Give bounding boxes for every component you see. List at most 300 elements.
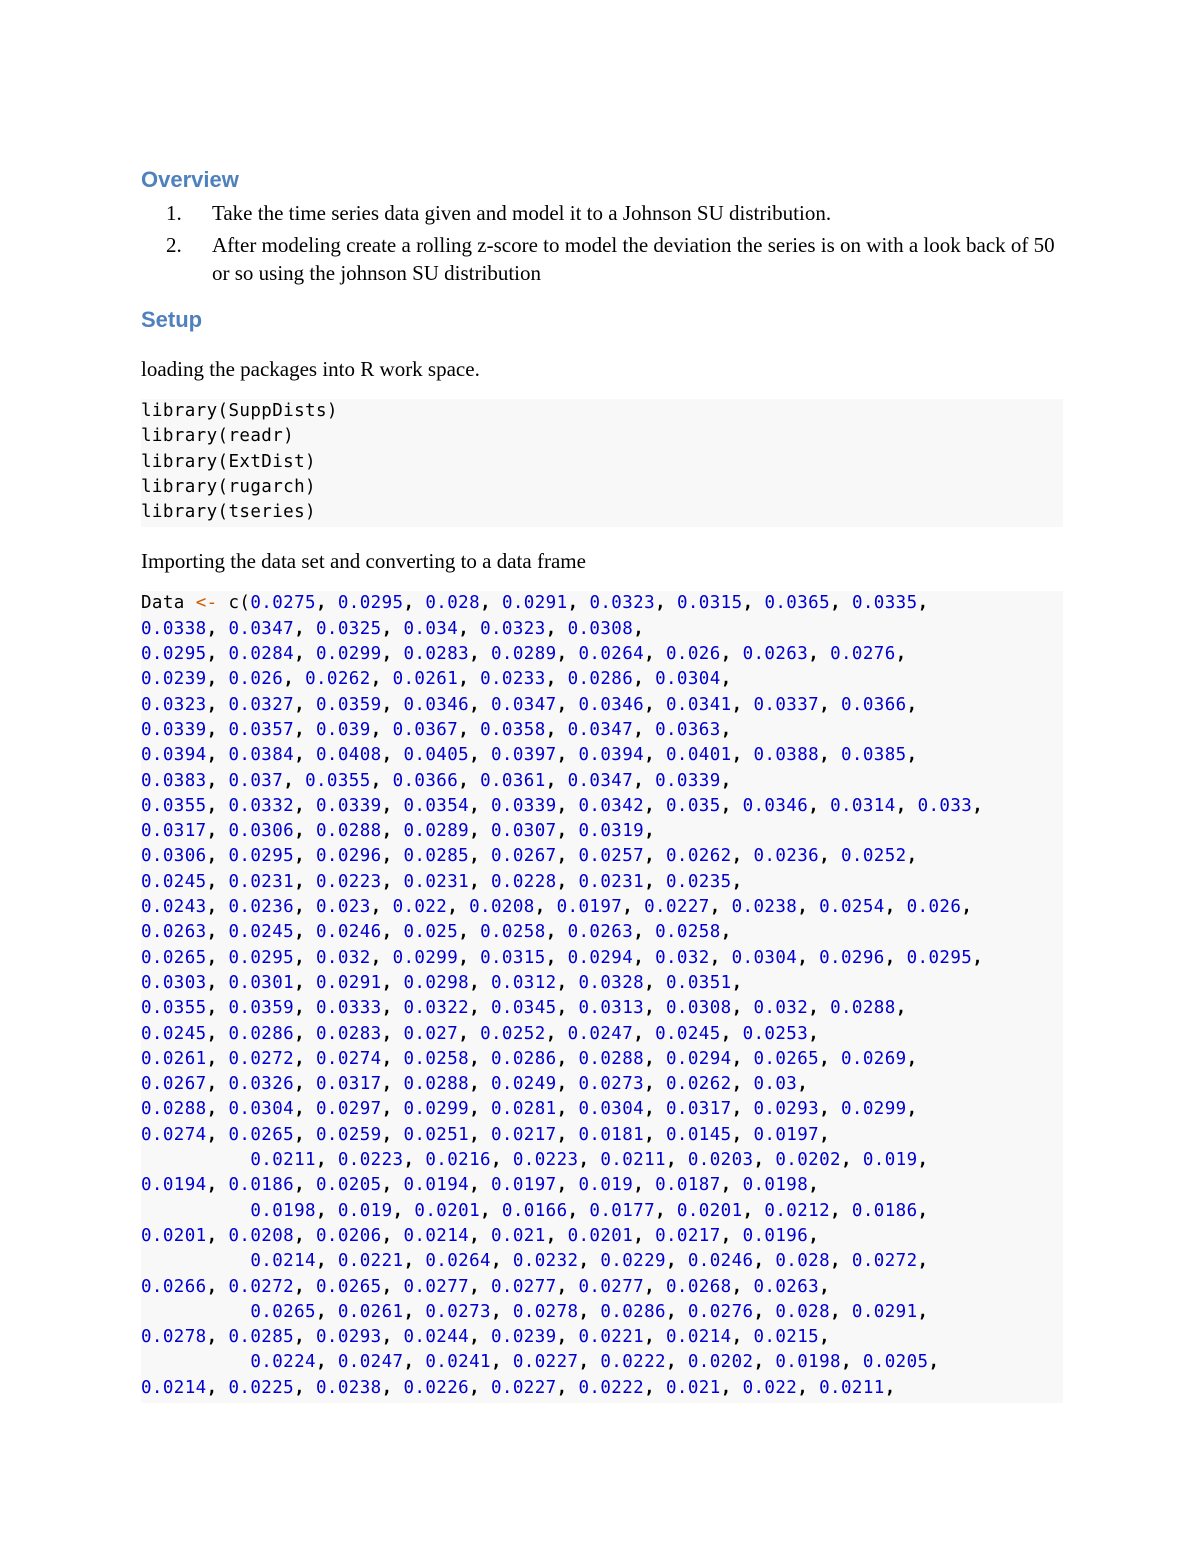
numeric-value: 0.0345 (491, 998, 557, 1019)
comma: , (469, 644, 481, 665)
numeric-value: 0.0347 (491, 694, 557, 715)
comma: , (545, 770, 557, 791)
numeric-value: 0.0394 (578, 745, 645, 766)
comma: , (206, 618, 218, 639)
comma: , (567, 1200, 579, 1221)
numeric-value: 0.0267 (491, 846, 557, 867)
numeric-value: 0.0295 (228, 947, 295, 968)
comma: , (644, 972, 656, 993)
comma: , (458, 669, 470, 690)
comma: , (556, 1048, 568, 1069)
comma: , (545, 922, 557, 943)
comma: , (644, 1074, 656, 1095)
numeric-value: 0.023 (316, 897, 371, 918)
comma: , (206, 745, 218, 766)
numeric-value: 0.0365 (764, 593, 831, 614)
code-line (141, 1074, 808, 1094)
code-line: library(tseries) (141, 502, 316, 523)
list-number: 2. (166, 233, 182, 257)
numeric-value: 0.0333 (316, 998, 382, 1019)
comma: , (797, 1074, 809, 1095)
comma: , (469, 871, 481, 892)
numeric-value: 0.0289 (403, 821, 470, 842)
numeric-value: 0.0273 (425, 1301, 491, 1322)
comma: , (556, 871, 568, 892)
numeric-value: 0.0265 (753, 1048, 820, 1069)
numeric-value: 0.0233 (480, 669, 546, 690)
code-line (141, 1150, 928, 1170)
comma: , (928, 1352, 940, 1373)
numeric-value: 0.0357 (228, 719, 295, 740)
numeric-value: 0.0205 (862, 1352, 929, 1373)
comma: , (534, 897, 546, 918)
comma: , (819, 846, 831, 867)
numeric-value: 0.0299 (403, 1099, 470, 1120)
numeric-value: 0.0366 (392, 770, 459, 791)
comma: , (884, 1377, 896, 1398)
comma: , (556, 644, 568, 665)
comma: , (753, 1251, 765, 1272)
numeric-value: 0.0265 (250, 1301, 316, 1322)
numeric-value: 0.0394 (141, 745, 207, 766)
comma: , (469, 846, 481, 867)
comma: , (556, 795, 568, 816)
numeric-value: 0.0273 (578, 1074, 645, 1095)
comma: , (819, 1048, 831, 1069)
comma: , (381, 795, 393, 816)
comma: , (731, 745, 743, 766)
comma: , (206, 821, 218, 842)
comma: , (633, 1175, 645, 1196)
numeric-value: 0.0301 (228, 972, 295, 993)
comma: , (469, 1327, 481, 1348)
numeric-value: 0.0194 (403, 1175, 470, 1196)
comma: , (381, 1124, 393, 1145)
comma: , (545, 1225, 557, 1246)
comma: , (556, 972, 568, 993)
code-line (141, 1352, 939, 1372)
comma: , (469, 1175, 481, 1196)
numeric-value: 0.0323 (141, 694, 207, 715)
numeric-value: 0.0198 (775, 1352, 841, 1373)
comma: , (622, 897, 634, 918)
numeric-value: 0.0312 (491, 972, 557, 993)
numeric-value: 0.0247 (337, 1352, 404, 1373)
numeric-value: 0.0288 (316, 821, 382, 842)
numeric-value: 0.0238 (316, 1377, 382, 1398)
comma: , (206, 947, 218, 968)
comma: , (294, 694, 306, 715)
comma: , (895, 644, 907, 665)
numeric-value: 0.0288 (830, 998, 896, 1019)
numeric-value: 0.0264 (578, 644, 645, 665)
numeric-value: 0.0202 (775, 1150, 841, 1171)
numeric-value: 0.03 (753, 1074, 798, 1095)
comma: , (830, 1200, 841, 1221)
numeric-value: 0.0347 (567, 770, 634, 791)
code-line (141, 593, 929, 613)
numeric-value: 0.022 (392, 897, 448, 918)
numeric-value: 0.0275 (250, 593, 316, 614)
comma: , (906, 745, 918, 766)
numeric-value: 0.0197 (753, 1124, 820, 1145)
comma: , (469, 998, 481, 1019)
numeric-value: 0.0205 (316, 1175, 382, 1196)
comma: , (480, 1200, 491, 1221)
numeric-value: 0.0272 (851, 1251, 918, 1272)
data-code-block (141, 591, 1063, 1403)
code-line (141, 644, 907, 664)
numeric-value: 0.0276 (830, 644, 896, 665)
comma: , (315, 1251, 327, 1272)
comma: , (545, 719, 557, 740)
numeric-value: 0.0194 (141, 1175, 207, 1196)
comma: , (294, 897, 306, 918)
numeric-value: 0.0252 (480, 1023, 546, 1044)
code-line (141, 948, 983, 968)
numeric-value: 0.0291 (316, 972, 382, 993)
numeric-value: 0.019 (862, 1150, 918, 1171)
code-line (141, 1125, 830, 1145)
numeric-value: 0.0326 (228, 1074, 295, 1095)
numeric-value: 0.0408 (316, 745, 382, 766)
comma: , (644, 846, 656, 867)
numeric-value: 0.0296 (819, 947, 885, 968)
code-line (141, 846, 918, 866)
numeric-value: 0.0265 (316, 1276, 382, 1297)
comma: , (469, 694, 481, 715)
comma: , (381, 871, 393, 892)
comma: , (797, 947, 809, 968)
comma: , (840, 1150, 852, 1171)
comma: , (644, 1276, 656, 1297)
comma: , (315, 1150, 327, 1171)
numeric-value: 0.0284 (228, 644, 295, 665)
numeric-value: 0.021 (666, 1377, 721, 1398)
comma: , (731, 846, 743, 867)
comma: , (644, 1377, 656, 1398)
comma: , (731, 998, 743, 1019)
comma: , (731, 871, 743, 892)
comma: , (206, 998, 218, 1019)
comma: , (633, 1225, 645, 1246)
comma: , (808, 795, 820, 816)
comma: , (884, 947, 896, 968)
numeric-value: 0.0261 (141, 1048, 207, 1069)
numeric-value: 0.0361 (480, 770, 546, 791)
comma: , (206, 897, 218, 918)
comma: , (665, 1301, 677, 1322)
numeric-value: 0.0327 (228, 694, 295, 715)
code-line (141, 872, 743, 892)
comma: , (381, 618, 393, 639)
code-line (141, 897, 972, 917)
numeric-value: 0.0222 (600, 1352, 666, 1373)
comma: , (294, 644, 306, 665)
comma: , (655, 593, 666, 614)
comma: , (294, 795, 306, 816)
comma: , (644, 1327, 656, 1348)
comma: , (720, 1175, 732, 1196)
import-description: Importing the data set and converting to a data frame (141, 549, 586, 574)
numeric-value: 0.0231 (228, 871, 295, 892)
numeric-value: 0.0405 (403, 745, 470, 766)
comma: , (972, 795, 984, 816)
numeric-value: 0.0299 (392, 947, 459, 968)
comma: , (206, 871, 218, 892)
numeric-value: 0.0335 (851, 593, 918, 614)
setup-description: loading the packages into R work space. (141, 357, 480, 381)
numeric-value: 0.0285 (228, 1327, 295, 1348)
comma: , (469, 1276, 481, 1297)
comma: , (731, 972, 743, 993)
code-line: library(ExtDist) (141, 451, 316, 472)
list-number: 1. (166, 201, 182, 225)
list-item-text: Take the time series data given and model it to a Johnson SU distribution. (212, 201, 832, 225)
numeric-value: 0.0239 (141, 669, 207, 690)
numeric-value: 0.0342 (578, 795, 645, 816)
comma: , (731, 1124, 743, 1145)
numeric-value: 0.0358 (480, 719, 546, 740)
comma: , (830, 593, 841, 614)
comma: , (206, 1276, 218, 1297)
numeric-value: 0.032 (753, 998, 809, 1019)
function-call: c( (228, 593, 251, 614)
numeric-value: 0.019 (578, 1175, 634, 1196)
comma: , (720, 795, 732, 816)
numeric-value: 0.0304 (731, 947, 798, 968)
code-line (141, 1302, 928, 1322)
comma: , (917, 1150, 929, 1171)
numeric-value: 0.0293 (753, 1099, 820, 1120)
comma: , (917, 1251, 929, 1272)
comma: , (469, 1048, 481, 1069)
comma: , (961, 897, 973, 918)
numeric-value: 0.0246 (687, 1251, 754, 1272)
comma: , (633, 1023, 645, 1044)
comma: , (381, 1048, 393, 1069)
comma: , (906, 846, 918, 867)
comma: , (819, 745, 831, 766)
numeric-value: 0.0196 (742, 1225, 809, 1246)
comma: , (917, 1301, 929, 1322)
code-line (141, 1251, 928, 1271)
numeric-value: 0.0296 (316, 846, 382, 867)
comma: , (294, 1074, 306, 1095)
comma: , (556, 1124, 568, 1145)
comma: , (644, 694, 656, 715)
comma: , (294, 745, 306, 766)
numeric-value: 0.0266 (141, 1276, 207, 1297)
numeric-value: 0.0295 (141, 644, 207, 665)
code-line (141, 745, 918, 765)
numeric-value: 0.033 (917, 795, 973, 816)
numeric-value: 0.0293 (316, 1327, 382, 1348)
comma: , (545, 947, 557, 968)
comma: , (206, 972, 218, 993)
comma: , (665, 1251, 677, 1272)
comma: , (578, 1251, 590, 1272)
numeric-value: 0.0166 (501, 1200, 568, 1221)
numeric-value: 0.0186 (228, 1175, 295, 1196)
comma: , (742, 1200, 754, 1221)
comma: , (830, 1251, 841, 1272)
comma: , (458, 947, 470, 968)
numeric-value: 0.0211 (600, 1150, 666, 1171)
comma: , (469, 745, 481, 766)
comma: , (294, 1175, 306, 1196)
comma: , (819, 1099, 831, 1120)
comma: , (545, 669, 557, 690)
numeric-value: 0.0274 (141, 1124, 207, 1145)
numeric-value: 0.0212 (764, 1200, 831, 1221)
numeric-value: 0.0221 (337, 1251, 404, 1272)
numeric-value: 0.0217 (491, 1124, 557, 1145)
numeric-value: 0.0285 (403, 846, 470, 867)
numeric-value: 0.0214 (403, 1225, 470, 1246)
comma: , (206, 694, 218, 715)
numeric-value: 0.0263 (742, 644, 809, 665)
numeric-value: 0.0274 (316, 1048, 382, 1069)
comma: , (819, 1327, 831, 1348)
comma: , (665, 1352, 677, 1373)
numeric-value: 0.0197 (556, 897, 623, 918)
comma: , (315, 1200, 327, 1221)
comma: , (469, 972, 481, 993)
code-line (141, 1049, 918, 1069)
comma: , (906, 1099, 918, 1120)
numeric-value: 0.0257 (578, 846, 645, 867)
code-line: library(rugarch) (141, 476, 316, 497)
numeric-value: 0.0317 (666, 1099, 732, 1120)
numeric-value: 0.0288 (578, 1048, 645, 1069)
comma: , (644, 1048, 656, 1069)
comma: , (458, 1023, 470, 1044)
numeric-value: 0.0262 (305, 669, 371, 690)
numeric-value: 0.0291 (851, 1301, 918, 1322)
numeric-value: 0.0201 (141, 1225, 207, 1246)
numeric-value: 0.0252 (841, 846, 907, 867)
comma: , (294, 1023, 306, 1044)
comma: , (294, 1048, 306, 1069)
numeric-value: 0.0243 (141, 897, 207, 918)
comma: , (294, 719, 306, 740)
comma: , (403, 1352, 415, 1373)
comma: , (381, 922, 393, 943)
numeric-value: 0.0283 (316, 1023, 382, 1044)
comma: , (556, 1175, 568, 1196)
numeric-value: 0.0322 (403, 998, 470, 1019)
comma: , (644, 871, 656, 892)
numeric-value: 0.0227 (512, 1352, 579, 1373)
comma: , (753, 1352, 765, 1373)
numeric-value: 0.0187 (655, 1175, 721, 1196)
comma: , (644, 644, 656, 665)
comma: , (720, 1225, 732, 1246)
numeric-value: 0.0254 (819, 897, 885, 918)
numeric-value: 0.0223 (337, 1150, 404, 1171)
numeric-value: 0.0208 (469, 897, 535, 918)
comma: , (294, 618, 306, 639)
numeric-value: 0.0328 (578, 972, 645, 993)
numeric-value: 0.0231 (578, 871, 645, 892)
numeric-value: 0.0339 (141, 719, 207, 740)
numeric-value: 0.0214 (666, 1327, 732, 1348)
numeric-value: 0.037 (228, 770, 284, 791)
numeric-value: 0.0236 (228, 897, 295, 918)
numeric-value: 0.026 (666, 644, 721, 665)
comma: , (490, 1251, 502, 1272)
numeric-value: 0.0261 (392, 669, 459, 690)
comma: , (381, 1074, 393, 1095)
comma: , (633, 770, 645, 791)
comma: , (556, 1327, 568, 1348)
numeric-value: 0.0346 (578, 694, 645, 715)
comma: , (731, 694, 743, 715)
comma: , (294, 1377, 306, 1398)
numeric-value: 0.0299 (316, 644, 382, 665)
code-line (141, 821, 655, 841)
comma: , (556, 998, 568, 1019)
comma: , (731, 1099, 743, 1120)
numeric-value: 0.0253 (742, 1023, 809, 1044)
setup-heading: Setup (141, 307, 203, 332)
comma: , (381, 1377, 393, 1398)
comma: , (206, 846, 218, 867)
numeric-value: 0.028 (775, 1301, 831, 1322)
comma: , (884, 897, 896, 918)
numeric-value: 0.0186 (851, 1200, 918, 1221)
comma: , (545, 618, 557, 639)
numeric-value: 0.0277 (403, 1276, 470, 1297)
numeric-value: 0.0265 (228, 1124, 295, 1145)
comma: , (644, 745, 656, 766)
numeric-value: 0.0355 (141, 795, 207, 816)
comma: , (906, 694, 918, 715)
comma: , (567, 593, 579, 614)
comma: , (665, 1150, 677, 1171)
comma: , (447, 897, 459, 918)
comma: , (720, 719, 732, 740)
numeric-value: 0.0217 (655, 1225, 721, 1246)
numeric-value: 0.0247 (567, 1023, 634, 1044)
numeric-value: 0.0347 (567, 719, 634, 740)
numeric-value: 0.027 (403, 1023, 459, 1044)
numeric-value: 0.0261 (337, 1301, 404, 1322)
comma: , (895, 998, 907, 1019)
numeric-value: 0.0244 (403, 1327, 470, 1348)
comma: , (633, 719, 645, 740)
code-line (141, 619, 644, 639)
comma: , (294, 846, 306, 867)
numeric-value: 0.0323 (480, 618, 546, 639)
comma: , (633, 947, 645, 968)
comma: , (753, 1150, 765, 1171)
numeric-value: 0.0245 (655, 1023, 721, 1044)
numeric-value: 0.0221 (578, 1327, 645, 1348)
comma: , (206, 1048, 218, 1069)
numeric-value: 0.035 (666, 795, 721, 816)
comma: , (206, 644, 218, 665)
comma: , (808, 1225, 820, 1246)
comma: , (720, 644, 732, 665)
numeric-value: 0.0145 (666, 1124, 732, 1145)
comma: , (381, 1327, 393, 1348)
comma: , (578, 1150, 590, 1171)
numeric-value: 0.0325 (316, 618, 382, 639)
comma: , (206, 770, 218, 791)
numeric-value: 0.0263 (141, 922, 207, 943)
